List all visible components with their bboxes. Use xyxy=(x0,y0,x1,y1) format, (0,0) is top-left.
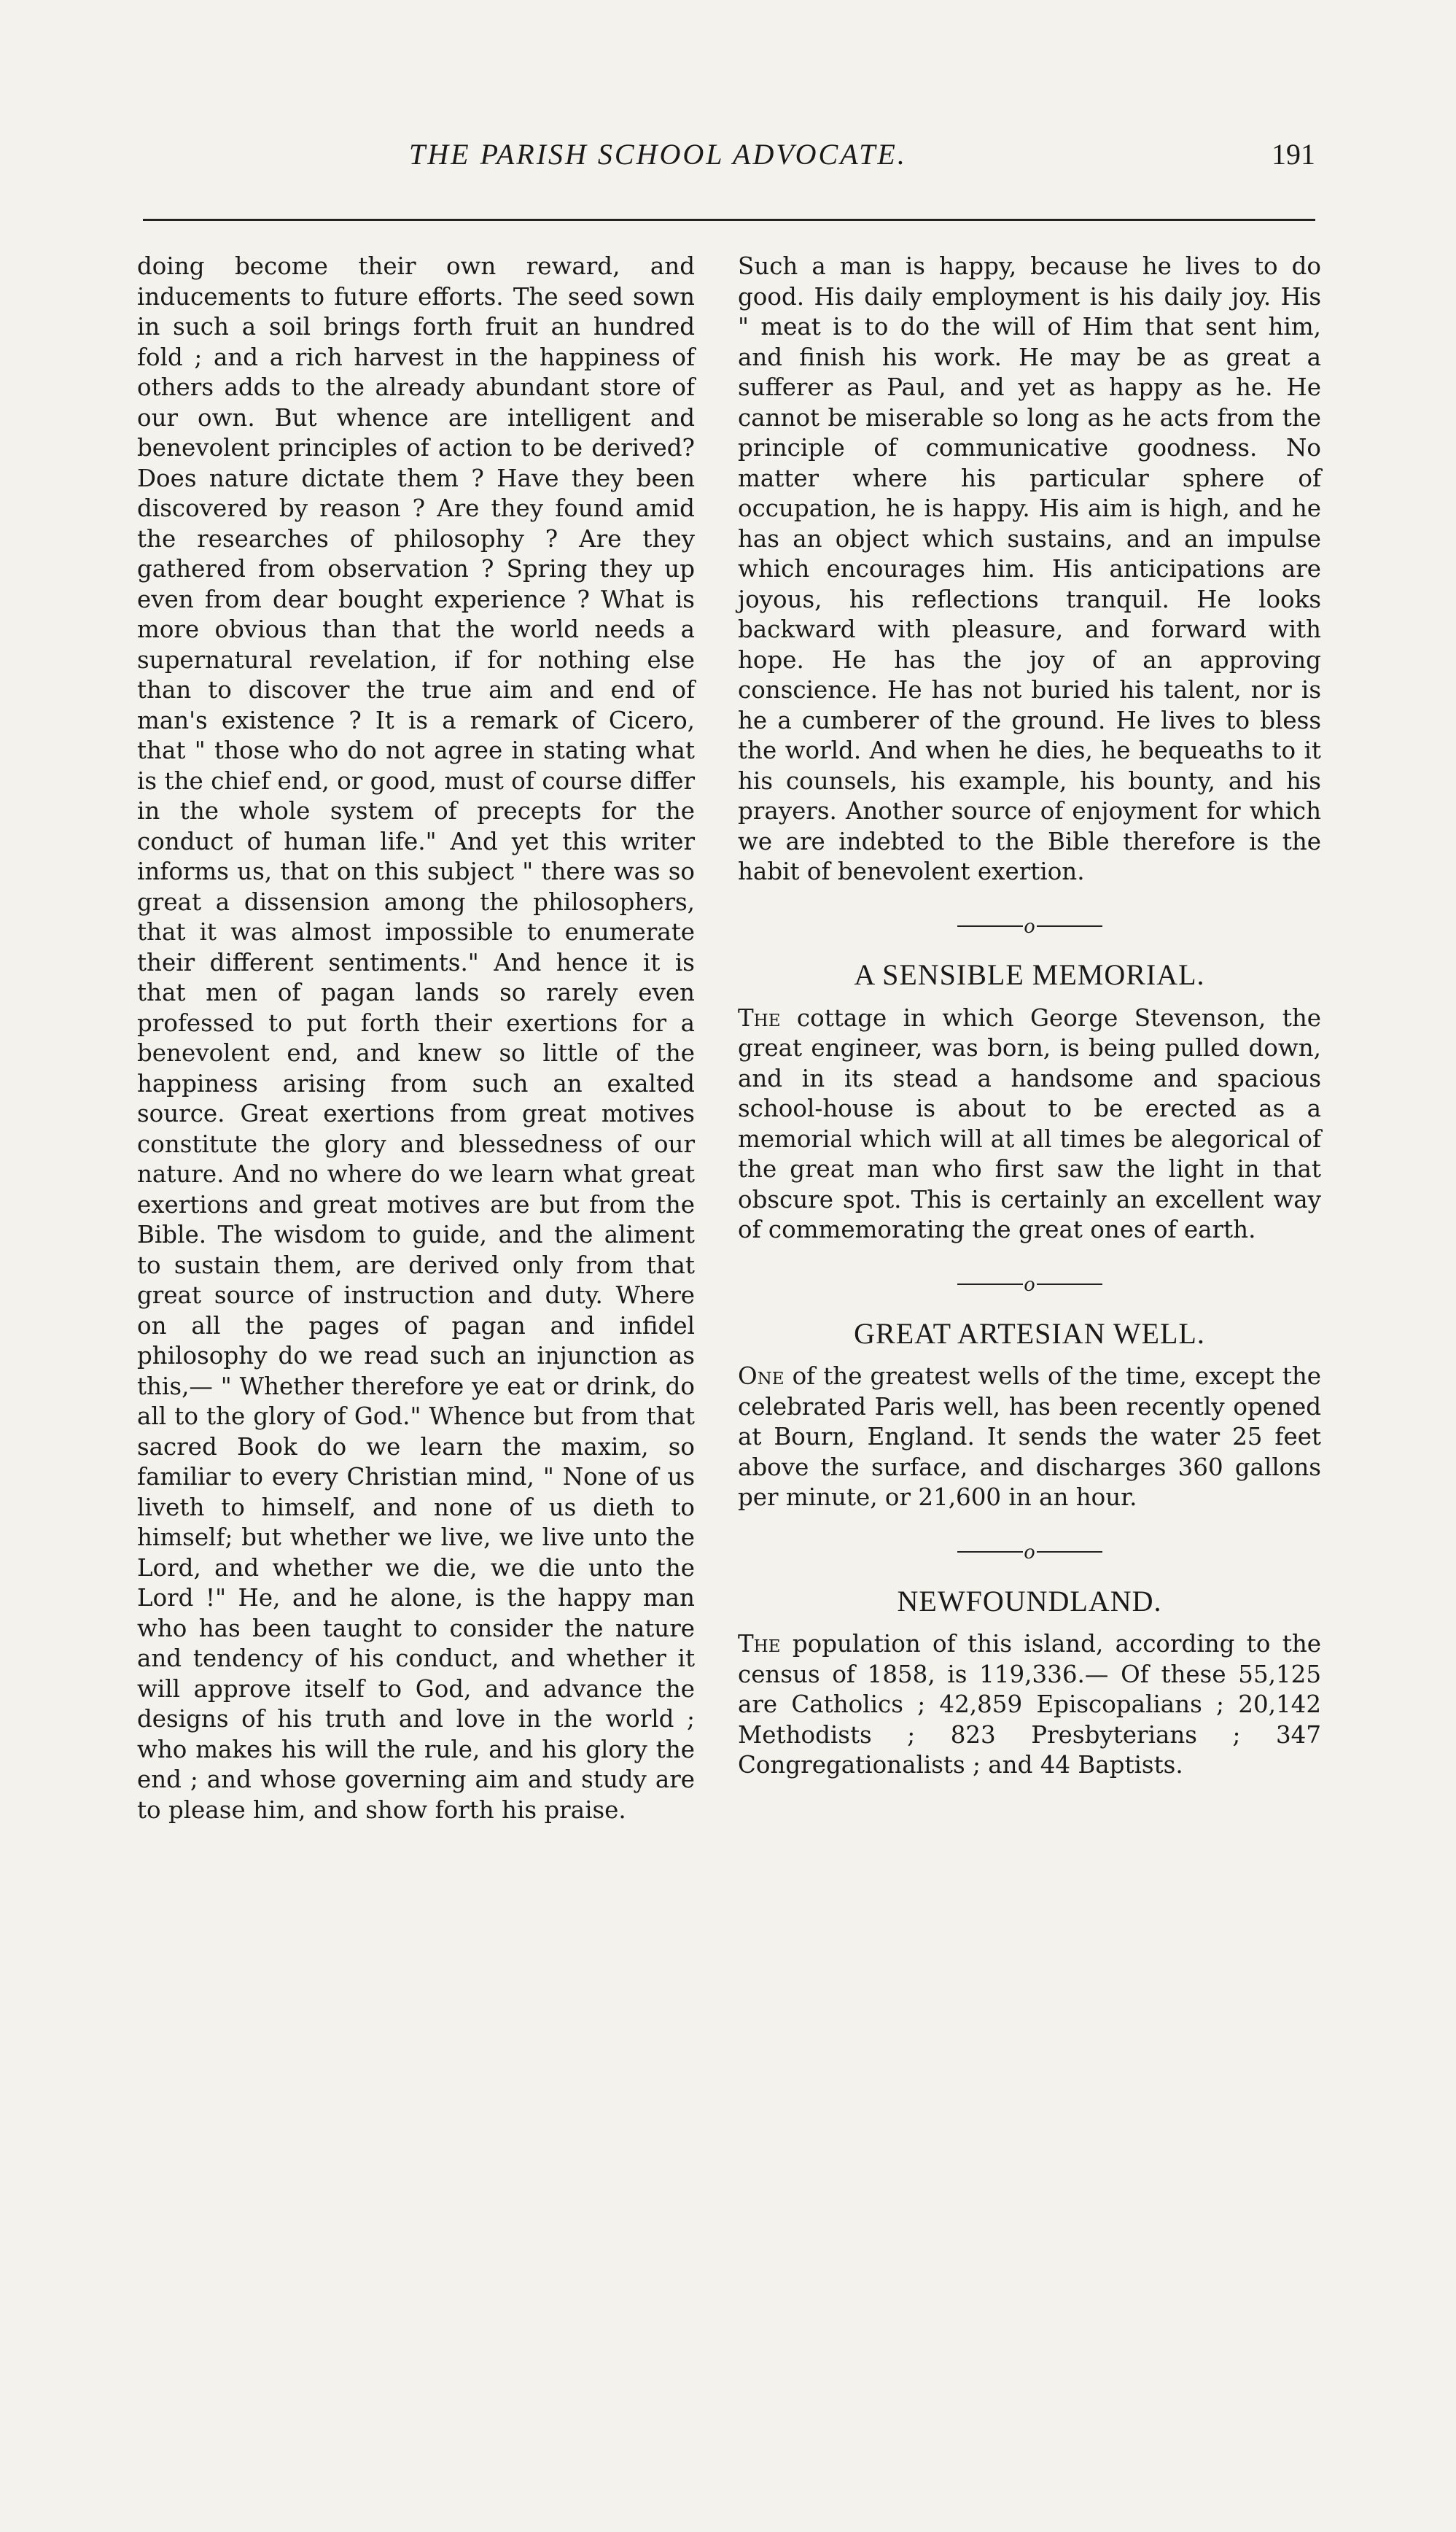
divider-line xyxy=(957,1551,1023,1553)
article-title-memorial: A SENSIBLE MEMORIAL. xyxy=(854,958,1205,992)
divider-line xyxy=(1037,1551,1102,1553)
section-divider xyxy=(738,1267,1321,1300)
article-lead-word: One xyxy=(738,1362,785,1391)
page-header xyxy=(143,137,1315,188)
article-body-artesian-well xyxy=(738,1362,1321,1513)
article-body-newfoundland xyxy=(738,1629,1321,1781)
article-body-text: cottage in which George Stevenson, the great engineer, was born, is being pulled down, and in its stead a handsome and spacious school-house is about to be erected as a memorial which will at all times be alegorical of the great man who first saw the light in that obscure spot. This is certainly an excellent way of commemorating the great ones of earth. xyxy=(738,1003,1321,1244)
page-number: 191 xyxy=(1272,138,1315,171)
section-divider xyxy=(738,909,1321,941)
divider-line xyxy=(957,1284,1023,1285)
article-lead-word: The xyxy=(738,1003,781,1032)
divider-line xyxy=(957,925,1023,927)
left-column-text: doing become their own reward, and inducements to future efforts. The seed sown in such a soil brings forth fruit an hundred fold ; and a rich harvest in the happiness of others adds to the already abundant store of our own. But whence are intelligent and benevolent principles of action to be derived? Does nature dictate them ? Have they been discovered by reason ? Are they found amid the researches of philosophy ? Are they gathered from observation ? Spring they up even from dear bought experience ? What is more obvious than that the world needs a supernatural revelation, if for nothing else than to discover the true aim and end of man's existence ? It is a remark of Cicero, that " those who do not agree in stating what is the chief end, or good, must of course differ in the whole system of precepts for the conduct of human life." And yet this writer informs us, that on this subject " there was so great a dissension among the philosophers, that it was almost impossible to enumerate their different sentiments." And hence it is that men of pagan lands so rarely even professed to put forth their exertions for a benevolent end, and knew so little of the happiness arising from such an exalted source. Great exertions from great motives constitute the glory and blessedness of our nature. And no where do we learn what great exertions and great motives are but from the Bible. The wisdom to guide, and the aliment to sustain them, are derived only from that great source of instruction and duty. Where on all the pages of pagan and infidel philosophy do we read such an injunction as this,— " Whether therefore ye eat or drink, do all to the glory of God." Whence but from that sacred Book do we learn the maxim, so familiar to every Christian mind, " None of us liveth to himself, and none of us dieth to himself; but whether we live, we live unto the Lord, and whether we die, we die unto the Lord !" He, and he alone, is the happy man who has been taught to consider the nature and tendency of his conduct, and whether it will approve itself to God, and advance the designs of his truth and love in the world ; who makes his will the rule, and his glory the end ; and whose governing aim and study are to please him, and show forth his praise. xyxy=(137,252,695,1824)
article-title-artesian-well: GREAT ARTESIAN WELL. xyxy=(854,1316,1205,1350)
divider-mark: o xyxy=(1024,1539,1035,1564)
article-title-newfoundland: NEWFOUNDLAND. xyxy=(897,1584,1162,1618)
divider-mark: o xyxy=(1024,1272,1035,1297)
header-rule xyxy=(143,219,1315,221)
divider-mark: o xyxy=(1024,913,1035,938)
article-body-text: of the greatest wells of the time, except the celebrated Paris well, has been recently opened at Bourn, England. It sends the water 25 feet above the surface, and discharges 360 gallons per minute, or 21,600 in an hour. xyxy=(738,1362,1321,1512)
article-body-text: population of this island, according to the census of 1858, is 119,336.— Of these 55,125 are Catholics ; 42,859 Episcopalians ; 20,142 Methodists ; 823 Presbyterians ; 347 Congregationalists ; and 44 Baptists. xyxy=(738,1630,1321,1779)
divider-line xyxy=(1037,925,1102,927)
running-title: THE PARISH SCHOOL ADVOCATE. xyxy=(409,138,907,171)
article-body-memorial xyxy=(738,1003,1321,1246)
right-column xyxy=(738,252,1321,1781)
divider-line xyxy=(1037,1284,1102,1285)
continuation-text: Such a man is happy, because he lives to do good. His daily employment is his daily joy. His " meat is to do the will of Him that sent him, and finish his work. He may be as great a sufferer as Paul, and yet as happy as he. He cannot be miserable so long as he acts from the principle of communicative goodness. No matter where his particular sphere of occupation, he is happy. His aim is high, and he has an object which sustains, and an impulse which encourages him. His anticipations are joyous, his reflections tranquil. He looks backward with pleasure, and forward with hope. He has the joy of an approving conscience. He has not buried his talent, nor is he a cumberer of the ground. He lives to bless the world. And when he dies, he bequeaths to it his counsels, his example, his bounty, and his prayers. Another source of enjoyment for which we are indebted to the Bible therefore is the habit of benevolent exertion. xyxy=(738,252,1321,885)
left-column xyxy=(137,252,695,1825)
section-divider xyxy=(738,1535,1321,1567)
article-lead-word: The xyxy=(738,1630,781,1658)
